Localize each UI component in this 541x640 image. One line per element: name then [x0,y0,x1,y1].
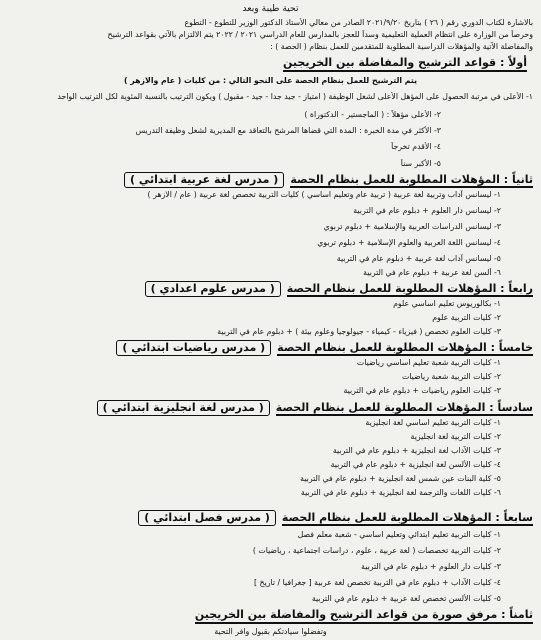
section-6-badge: ( مدرس لغة انجليزية ابتدائي ) [97,400,270,416]
section-1-title: أولاً : قواعد الترشيح والمفاضلة بين الخريجين [283,56,527,72]
section-2-badge: ( مدرس لغة عربية ابتدائي ) [124,172,284,188]
section-6-item: ٢- كليات التربية لغة انجليزية [410,432,501,441]
section-7-item: ١- كليات التربية تعليم ابتدائي وتعليم اساسي - شعبة معلم فصل [297,530,501,539]
section-8-title: ثامناً : مرفق صورة من قواعد الترشيح والمفاضلة بين الخريجين [195,608,533,624]
section-7-item: ٤- كليات الآداب + دبلوم عام في التربية تخصص لغة عربية [ جغرافيا / تاريخ ] [254,578,501,587]
section-6-item: ١- كليات التربية تعليم اساسي لغة انجليزية [365,418,501,427]
intro-line-3: والمفاضلة الآتية والمؤهلات الدراسية المطلوبة للمتقدمين للعمل بنظام ( الحصة ) : [270,42,533,51]
section-2-item: ٦- ألسن لغة عربية + دبلوم عام في التربية [363,268,501,277]
section-5-item: ٣- كليات العلوم رياضيات + دبلوم عام في التربية [343,386,501,395]
section-4-item: ٣- كليات العلوم تخصص ( فيزياء - كيمياء - جيولوجيا وعلوم بيئة ) + دبلوم عام في التربية [217,327,501,336]
greeting: تحية طيبة وبعد [242,3,299,14]
section-6-item: ٤- كليات الألسن لغة انجليزية + دبلوم عام في التربية [330,460,501,469]
section-1-item: ٢- الأعلى مؤهلاً : ( الماجستير - الدكتوراة ) [304,110,441,119]
section-2-item: ٣- ليسانس الدراسات العربية والإسلامية + دبلوم تربوي [323,222,501,231]
closing-line: وتفضلوا سيادتكم بقبول وافر التحية [214,627,327,636]
section-2-item: ١- ليسانس آداب وتربية لغة عربية ( تربية عام وتعليم اساسي ) كليات التربية تخصص لغة عربية ( عام / الازهر ) [147,190,501,199]
section-7-badge: ( مدرس فصل ابتدائي ) [138,510,276,526]
intro-line-2: وحرصاً من الوزارة على انتظام العملية التعليمية وسداً للعجز بالمدارس للعام الدراسي ٢٠٢١ / ٢٠٢٢ يتم الالتزام بالآتي بقواعد الترشيح [107,30,533,39]
section-4-heading [145,281,533,297]
section-6-item: ٣- كليات الآداب لغة انجليزية + دبلوم عام في التربية [332,446,501,455]
section-6-title: سادساً : المؤهلات المطلوبة للعمل بنظام الحصة [275,401,533,414]
section-1-subtitle: يتم الترشيح للعمل بنظام الحصة على النحو التالي : من كليات ( عام والازهر ) [123,76,417,85]
section-5-heading [116,340,533,356]
section-5-item: ١- كليات التربية شعبة تعليم اساسي رياضيات [356,358,501,367]
section-4-item: ١- بكالوريوس تعليم اساسي علوم [393,299,501,308]
section-6-item: ٦- كليات اللغات والترجمة لغة انجليزية + دبلوم عام في التربية [300,488,501,497]
section-7-item: ٣- كليات دار العلوم + دبلوم عام في التربية [361,562,501,571]
section-1-item: ١- الأعلى في مرتبة الحصول على المؤهل الأعلى لشغل الوظيفة ( امتياز - جيد جدا - جيد - مقبول ) ويكون الترتيب بالنسبة المئوية لكل الترتيب الواحد [57,92,533,101]
section-1-item: ٤- الأقدم تخرجاً [391,142,441,151]
section-1-item: ٥- الأكبر سناً [400,159,441,168]
section-6-item: ٥- كلية البنات عين شمس لغة انجليزية + دبلوم عام في التربية [300,474,501,483]
section-7-heading [138,510,533,526]
section-2-item: ٤- ليسانس اللغة العربية والعلوم الإسلامية + دبلوم تربوي [317,238,501,247]
section-2-title: ثانياً : المؤهلات المطلوبة للعمل بنظام الحصة [290,173,533,186]
section-5-item: ٢- كليات التربية شعبة رياضيات [401,372,501,381]
section-2-item: ٥- ليسانس آداب لغة عربية + دبلوم عام في التربية [336,254,501,263]
section-7-item: ٥- كليات الألسن تخصص لغة عربية + دبلوم عام في التربية [311,594,501,603]
section-4-badge: ( مدرس علوم اعدادي ) [145,281,281,297]
section-5-badge: ( مدرس رياضيات ابتدائي ) [116,340,271,356]
section-6-heading [97,400,533,416]
section-5-title: خامساً : المؤهلات المطلوبة للعمل بنظام الحصة [277,341,533,354]
section-2-item: ٢- ليسانس دار العلوم + دبلوم عام في التربية [353,206,501,215]
section-7-title: سابعاً : المؤهلات المطلوبة للعمل بنظام الحصة [281,511,533,524]
section-7-item: ٢- كليات التربية تخصصات ( لغة عربية ، علوم ، دراسات اجتماعية ، رياضيات ) [252,546,501,555]
section-4-item: ٢- كليات التربية علوم [432,313,501,322]
section-1-item: ٣- الأكثر في مدة الخبرة : المدة التي قضاها المرشح بالتعاقد مع المديرية لشغل وظيفة التدريس [135,126,441,135]
section-4-title: رابعاً : المؤهلات المطلوبة للعمل بنظام الحصة [286,282,533,295]
intro-line-1: بالاشارة لكتاب الدوري رقم ( ٢٦ ) بتاريخ ٢٠٢١/٩/٢٠ الصادر من معالي الأستاذ الدكتور الوزير للتطوع - التطوع [184,18,533,27]
section-2-heading [124,172,533,188]
